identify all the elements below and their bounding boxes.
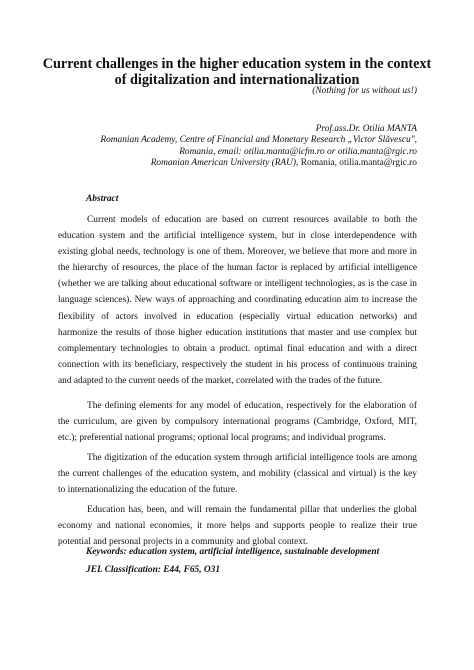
paragraph-line: flexibility of actors involved in education (especially virtual education networks) and [58, 311, 417, 322]
affiliation-contact: Romania, otilia.manta@rgic.ro [298, 157, 417, 168]
paragraph-line: connection with its beneficiary, respectively the student in his process of continuous training [58, 359, 417, 370]
keywords: Keywords: education system, artificial intelligence, sustainable development [86, 547, 380, 557]
paragraph-line: Education has, been, and will remain the fundamental pillar that underlies the global [87, 505, 417, 515]
author-block [37, 124, 417, 169]
paragraph-line: to internationalizing the education of the future. [58, 485, 238, 496]
affiliation-line: Romanian Academy, Centre of Financial and Monetary Research „Victor Slăvescu", [100, 135, 417, 146]
paragraph-line: etc.); preferential national programs; optional local programs; and individual programs. [58, 433, 386, 444]
paragraph-line: the curriculum, are given by compulsory international programs (Cambridge, Oxford, MIT, [58, 417, 417, 428]
abstract-paragraph [58, 398, 417, 446]
title-line: Current challenges in the higher education system in the context [42, 56, 432, 72]
affiliation-line: Romania, email: otilia.manta@icfm.ro or otilia.manta@rgic.ro [179, 146, 417, 157]
paragraph-line: Current models of education are based on current resources available to both the [87, 215, 417, 225]
abstract-paragraph [58, 450, 417, 498]
paper-title [40, 56, 434, 88]
paragraph-line: existing global needs, technology is one of them. Moreover, we believe that more and more in [58, 247, 417, 258]
paragraph-line: the current challenges of the education system, and mobility (classical and virtual) is the key [58, 469, 417, 480]
abstract-paragraph [58, 502, 417, 550]
author-name: Prof.ass.Dr. Otilia MANTA [315, 124, 417, 134]
paragraph-line: harmonize the results of those higher education institutions that master and use complex but [58, 327, 417, 338]
affiliation-line [37, 158, 417, 169]
paragraph-line: and adapted to the current needs of the market, correlated with the trades of the future. [58, 375, 383, 386]
paper-subtitle: (Nothing for us without us!) [312, 86, 417, 96]
paragraph-line: The digitization of the education system through artificial intelligence tools are among [87, 453, 417, 463]
paragraph-line: economy and national economies, it more helps and supports people to realize their true [58, 521, 417, 532]
paragraph-line: the hierarchy of resources, the place of the human factor is replaced by artificial intelligence [58, 263, 417, 274]
jel-classification: JEL Classification: E44, F65, O31 [86, 565, 221, 575]
paragraph-line: potential and personal projects in a community and global context. [58, 537, 308, 548]
paragraph-line: complementary technologies to obtain a product. optimal final education and with a direct [58, 343, 417, 354]
abstract-paragraph [58, 212, 417, 389]
paragraph-line: The defining elements for any model of education, respectively for the elaboration of [87, 401, 417, 411]
title-line: of digitalization and internationalization [114, 72, 360, 88]
abstract-heading: Abstract [86, 194, 119, 204]
paragraph-line: education system and the artificial intelligence system, but in close interdependence with [58, 231, 417, 242]
paragraph-line: language sciences). New ways of approaching and coordinating education aim to increase the [58, 295, 417, 306]
affiliation-institution: Romanian American University (RAU), [150, 157, 299, 168]
paragraph-line: (whether we are talking about educational software or intelligent technologies, as is the case in [58, 279, 417, 290]
